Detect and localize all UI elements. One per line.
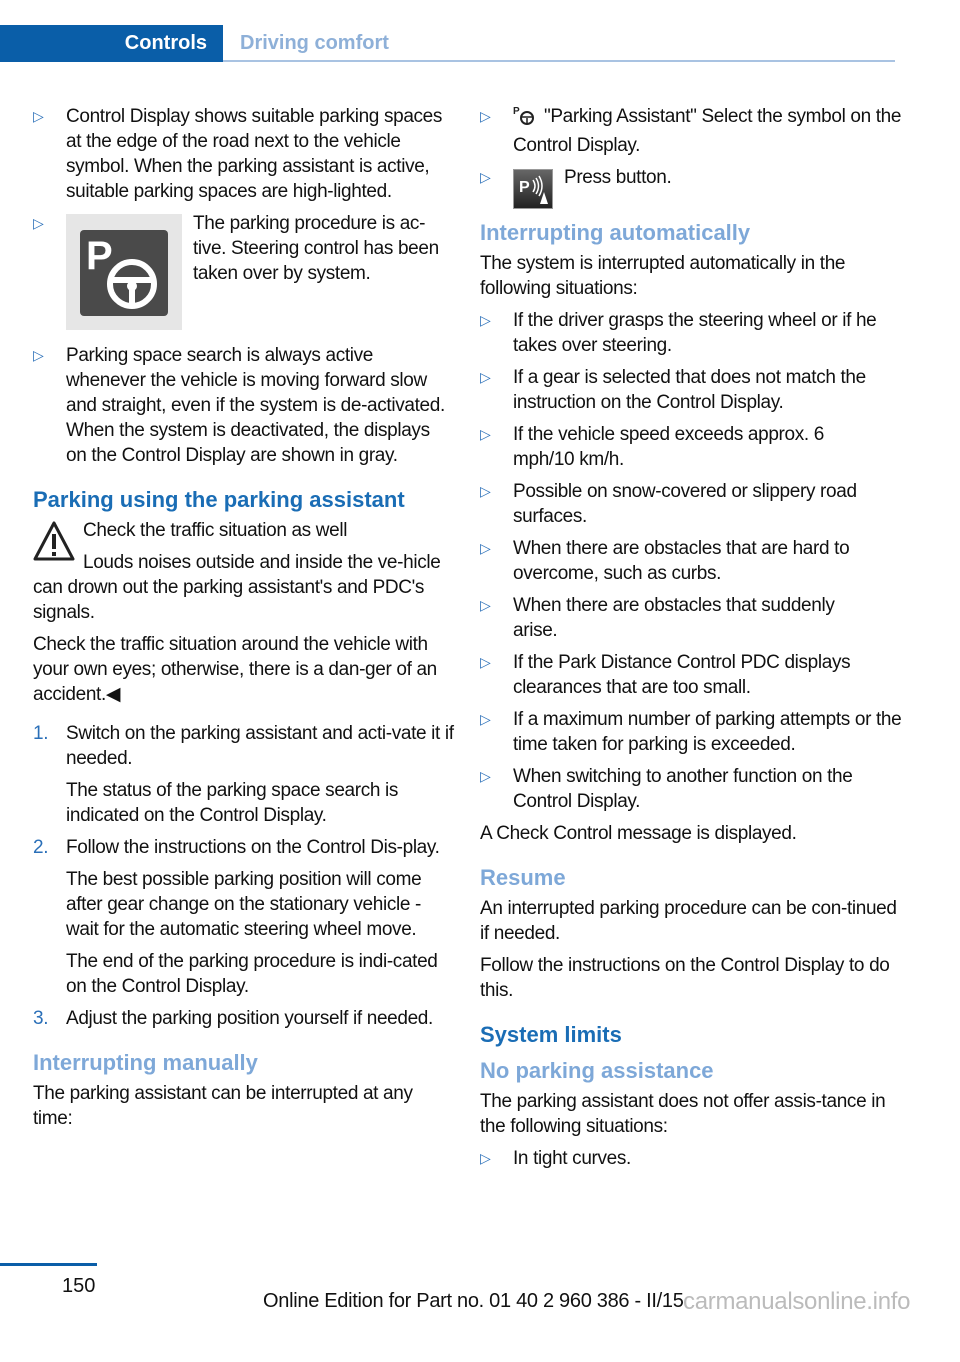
parking-assistant-symbol-icon: [513, 104, 539, 133]
header: [0, 0, 960, 62]
item-text: When switching to another function on the Control Display.: [513, 766, 853, 812]
list-item: [480, 422, 873, 472]
bullet-icon: ▷: [480, 654, 491, 670]
bullet-icon: ▷: [480, 312, 491, 328]
right-column: [480, 104, 905, 1263]
list-item: [33, 343, 455, 468]
svg-text:P: P: [513, 106, 520, 117]
subsection-heading: Resume: [480, 865, 566, 890]
bullet-icon: ▷: [33, 347, 44, 363]
subsection-heading: Interrupting manually: [33, 1050, 258, 1075]
paragraph: Check the traffic situation around the vehicle with your own eyes; otherwise, there is a dan‐ger of an accident.◀: [33, 634, 437, 705]
section-heading: System limits: [480, 1022, 622, 1047]
item-text: Control Display shows suitable parking spaces at the edge of the road next to the vehicle symbol. When the parking assistant is active, suitable parking spaces are high‐lighted.: [66, 106, 443, 202]
item-text: Parking space search is always active whenever the vehicle is moving forward slow and straight, even if the system is de‐activated. When the system is deactivated, the displays on the Control Display are shown in gray.: [66, 345, 445, 466]
list-item: [480, 764, 905, 814]
bullet-icon: ▷: [480, 483, 491, 499]
item-text: If the driver grasps the steering wheel or if he takes over steering.: [513, 310, 877, 356]
subsection-heading: No parking assistance: [480, 1058, 714, 1083]
item-text: When there are obstacles that are hard to overcome, such as curbs.: [513, 538, 850, 584]
item-text: If a gear is selected that does not match the instruction on the Control Display.: [513, 367, 866, 413]
left-column: [33, 104, 455, 1263]
step-item: [33, 1006, 455, 1031]
list-item: [480, 707, 905, 757]
item-text: If the Park Distance Control PDC displays clearances that are too small.: [513, 652, 851, 698]
list-item: [480, 593, 883, 643]
item-text: In tight curves.: [513, 1148, 631, 1169]
warning-title: Check the traffic situation as well: [83, 520, 348, 541]
page-number: 150: [62, 1275, 96, 1297]
bullet-icon: ▷: [480, 108, 491, 124]
edition-text: Online Edition for Part no. 01 40 2 960 386 - II/15: [263, 1290, 684, 1312]
paragraph: The parking assistant can be interrupted at any time:: [33, 1083, 413, 1129]
item-text: When there are obstacles that suddenly arise.: [513, 595, 835, 641]
step-number: 2.: [33, 837, 49, 858]
item-text: Press button.: [564, 167, 672, 188]
parking-assistant-button-icon: [513, 169, 553, 209]
step-item: [33, 835, 455, 860]
svg-text:P: P: [86, 234, 113, 278]
step-number: 3.: [33, 1008, 49, 1029]
list-item: [33, 211, 455, 331]
tab-driving-comfort[interactable]: Driving comfort: [240, 32, 389, 54]
step-text: Adjust the parking position yourself if needed.: [66, 1008, 433, 1029]
item-text: Possible on snow-covered or slippery road surfaces.: [513, 481, 857, 527]
step-note: The end of the parking procedure is indi‐cated on the Control Display.: [66, 951, 438, 997]
step-text: Follow the instructions on the Control Dis‐play.: [66, 837, 440, 858]
paragraph: An interrupted parking procedure can be con‐tinued if needed.: [480, 898, 897, 944]
list-item: [480, 308, 905, 358]
bullet-icon: ▷: [480, 426, 491, 442]
list-item: [480, 1146, 905, 1171]
step-number: 1.: [33, 723, 49, 744]
watermark: carmanualsonline.info: [683, 1288, 911, 1315]
paragraph: The parking assistant does not offer assis‐tance in the following situations:: [480, 1091, 886, 1137]
tab-controls[interactable]: Controls: [0, 25, 223, 62]
bullet-icon: ▷: [480, 1150, 491, 1166]
item-text: "Parking Assistant" Select the symbol on the Control Display.: [513, 106, 902, 156]
step-item: [33, 721, 455, 771]
header-divider: [223, 60, 895, 62]
step-text: Switch on the parking assistant and acti‐vate it if needed.: [66, 723, 454, 769]
list-item: [480, 104, 905, 158]
bullet-icon: ▷: [480, 768, 491, 784]
bullet-icon: ▷: [480, 369, 491, 385]
warning-text: Louds noises outside and inside the ve‐hicle can drown out the parking assistant's and PDC's signals.: [33, 552, 441, 623]
bullet-icon: ▷: [480, 711, 491, 727]
paragraph: Follow the instructions on the Control Display to do this.: [480, 955, 890, 1001]
footer: [0, 1263, 960, 1320]
warning-block: [33, 518, 455, 625]
item-text: If the vehicle speed exceeds approx. 6 mph/10 km/h.: [513, 424, 824, 470]
content-columns: [0, 62, 960, 1263]
list-item: [480, 650, 905, 700]
item-text: The parking procedure is ac‐tive. Steering control has been taken over by system.: [193, 213, 439, 284]
paragraph: A Check Control message is displayed.: [480, 823, 797, 844]
list-item: [480, 536, 905, 586]
footer-divider: [0, 1263, 97, 1266]
step-note: The status of the parking space search is indicated on the Control Display.: [66, 780, 399, 826]
bullet-icon: ▷: [33, 215, 44, 231]
list-item: [480, 365, 905, 415]
paragraph: The system is interrupted automatically in the following situations:: [480, 253, 846, 299]
subsection-heading: Interrupting automatically: [480, 220, 751, 245]
warning-icon: [33, 521, 75, 565]
svg-text:P: P: [519, 179, 530, 196]
step-note: The best possible parking position will come after gear change on the stationary vehicle - wait for the automatic steering wheel move.: [66, 869, 422, 940]
bullet-icon: ▷: [480, 597, 491, 613]
section-heading: Parking using the parking assistant: [33, 487, 405, 512]
list-item: [480, 479, 905, 529]
bullet-icon: ▷: [480, 169, 491, 185]
list-item: [480, 165, 905, 211]
bullet-icon: ▷: [33, 108, 44, 124]
item-text: If a maximum number of parking attempts or the time taken for parking is exceeded.: [513, 709, 902, 755]
bullet-icon: ▷: [480, 540, 491, 556]
parking-steering-icon: [66, 214, 182, 330]
list-item: [33, 104, 455, 204]
